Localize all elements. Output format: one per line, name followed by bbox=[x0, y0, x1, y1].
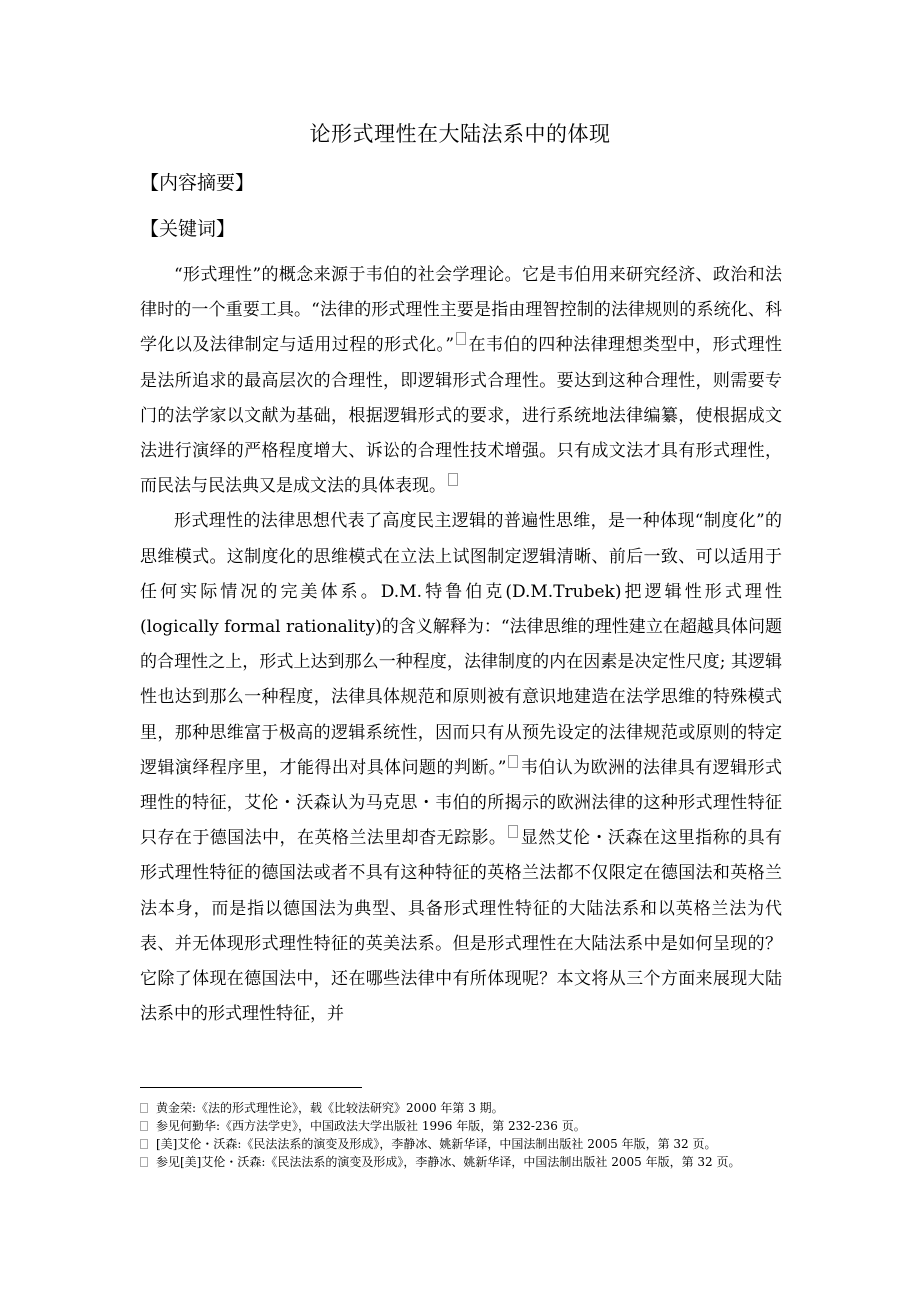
paragraph-2-part-1: 形式理性的法律思想代表了高度民主逻辑的普遍性思维，是一种体现“制度化”的思维模式。这制度化的思维模式在立法上试图制定逻辑清晰、前后一致、可以适用于任何实际情况的完美体系。D.M.特鲁伯克(D.M.Trubek)把逻辑性形式理性(logically formal rationality)的含义解释为：“法律思维的理性建立在超越具体问题的合理性之上，形式上达到那么一种程度，法律制度的内在因素是决定性尺度; 其逻辑性也达到那么一种程度，法律具体规范和原则被有意识地建造在法学思维的特殊模式里，那种思维富于极高的逻辑系统性，因而只有从预先设定的法律规范或原则的特定逻辑演绎程序里，才能得出对具体问题的判断。” bbox=[140, 511, 782, 778]
footnote-2 bbox=[140, 1117, 782, 1135]
paragraph-1-part-1: “形式理性”的概念来源于韦伯的社会学理论。它是韦伯用来研究经济、政治和法律时的一个重要工具。“法律的形式理性主要是指由理智控制的法律规则的系统化、科学化以及法律制定与适用过程的形式化。” bbox=[140, 265, 782, 356]
body-text bbox=[140, 258, 782, 1032]
keywords-heading: 【关键词】 bbox=[140, 218, 236, 240]
footnote-marker-icon bbox=[140, 1157, 148, 1167]
footnotes bbox=[140, 1099, 782, 1171]
paragraph-2 bbox=[140, 504, 782, 1032]
footnote-4 bbox=[140, 1153, 782, 1171]
footnote-marker-icon bbox=[140, 1103, 148, 1113]
footnote-text: 参见[美]艾伦・沃森:《民法法系的演变及形成》，李静冰、姚新华译，中国法制出版社 2005 年版，第 32 页。 bbox=[156, 1155, 741, 1169]
footnote-ref-3[interactable] bbox=[508, 755, 518, 768]
footnote-ref-2[interactable] bbox=[448, 473, 458, 486]
abstract-heading: 【内容摘要】 bbox=[140, 172, 255, 194]
paragraph-2-part-3: 显然艾伦・沃森在这里指称的具有形式理性特征的德国法或者不具有这种特征的英格兰法都不仅限定在德国法和英格兰法本身，而是指以德国法为典型、具备形式理性特征的大陆法系和以英格兰法为代表、并无体现形式理性特征的英美法系。但是形式理性在大陆法系中是如何呈现的？它除了体现在德国法中，还在哪些法律中有所体现呢？本文将从三个方面来展现大陆法系中的形式理性特征，并 bbox=[140, 828, 783, 1025]
footnote-divider bbox=[140, 1087, 362, 1088]
paragraph-1 bbox=[140, 258, 782, 504]
footnote-text: 黄金荣:《法的形式理性论》，载《比较法研究》2000 年第 3 期。 bbox=[156, 1101, 504, 1115]
footnote-text: [美]艾伦・沃森:《民法法系的演变及形成》，李静冰、姚新华译，中国法制出版社 2005 年版，第 32 页。 bbox=[156, 1137, 717, 1151]
footnote-ref-1[interactable] bbox=[456, 332, 466, 345]
footnote-marker-icon bbox=[140, 1121, 148, 1131]
paragraph-1-part-2: 在韦伯的四种法律理想类型中，形式理性是法所追求的最高层次的合理性，即逻辑形式合理性。要达到这种合理性，则需要专门的法学家以文献为基础，根据逻辑形式的要求，进行系统地法律编纂，使根据成文法进行演绎的严格程度增大、诉讼的合理性技术增强。只有成文法才具有形式理性，而民法与民法典又是成文法的具体表现。 bbox=[140, 335, 782, 497]
footnote-text: 参见何勤华:《西方法学史》，中国政法大学出版社 1996 年版，第 232-236 页。 bbox=[156, 1119, 586, 1133]
page-title: 论形式理性在大陆法系中的体现 bbox=[309, 122, 611, 146]
paragraph-2-part-2: 韦伯认为欧洲的法律具有逻辑形式理性的特征，艾伦・沃森认为马克思・韦伯的所揭示的欧洲法律的这种形式理性特征只存在于德国法中，在英格兰法里却杳无踪影。 bbox=[140, 757, 782, 849]
footnote-3 bbox=[140, 1135, 782, 1153]
footnote-1 bbox=[140, 1099, 782, 1117]
footnote-ref-4[interactable] bbox=[508, 825, 518, 838]
footnote-marker-icon bbox=[140, 1139, 148, 1149]
